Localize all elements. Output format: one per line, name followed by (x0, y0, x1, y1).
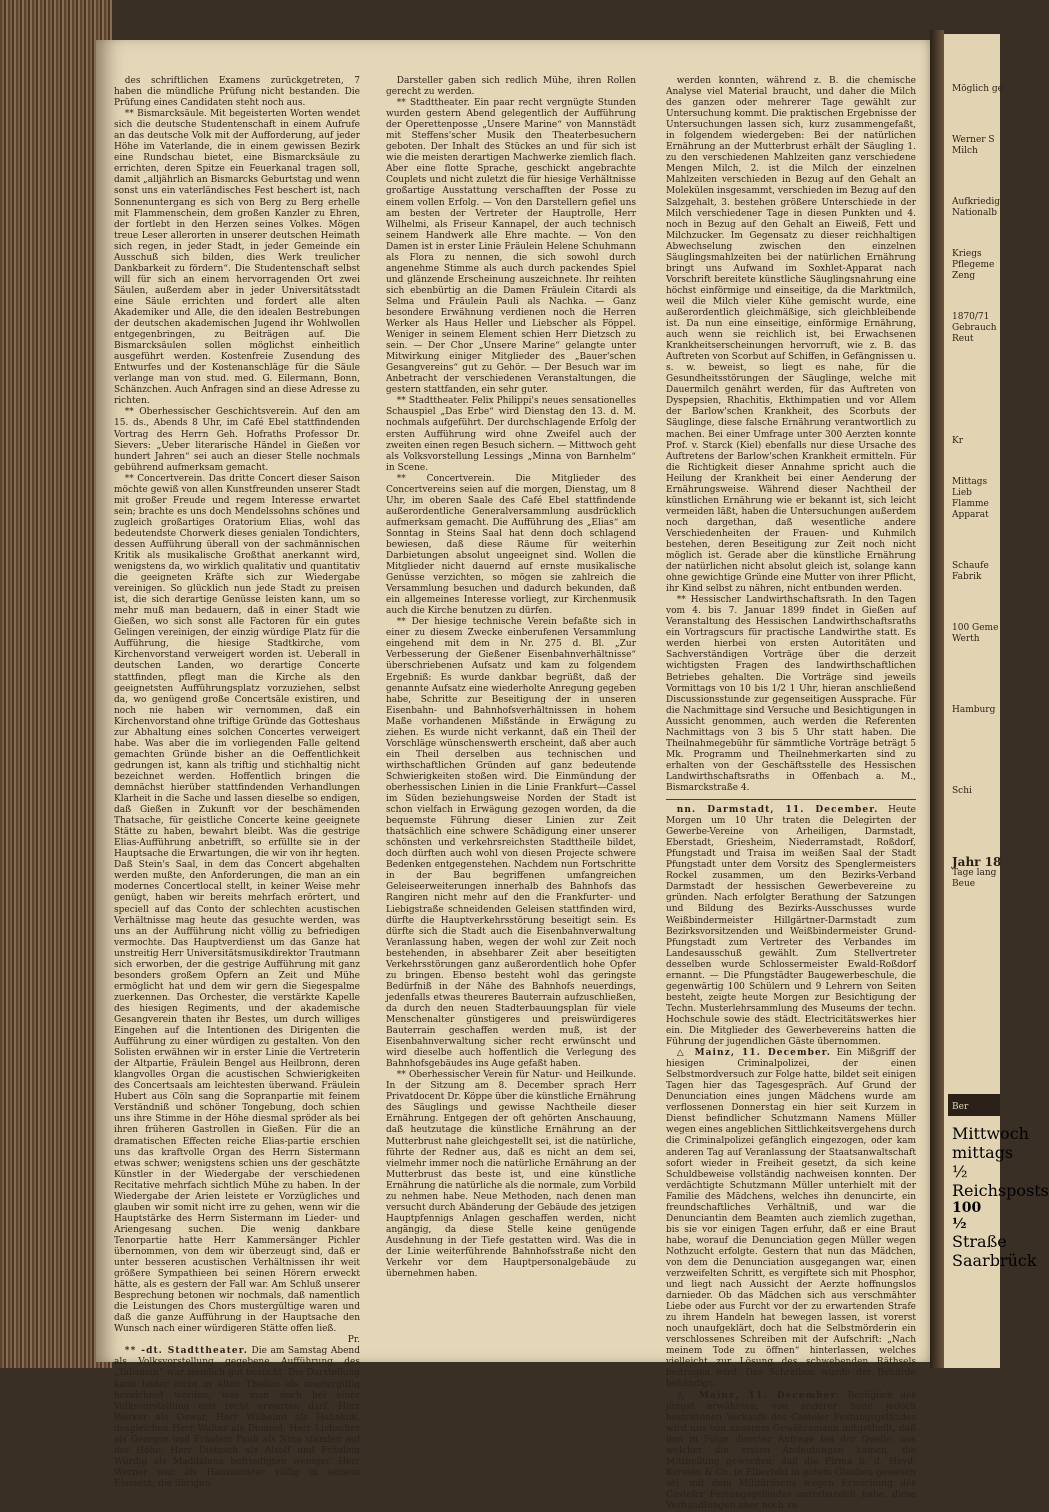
newspaper-page (96, 40, 930, 1511)
fragment-line: Hamburg (952, 704, 996, 715)
article-landwirthschaftsrath: ** Hessischer Landwirthschaftsrath. In den Tagen vom 4. bis 7. Januar 1899 findet in Gießen auf Veranstaltung des Hessischen Landwirthschaftsraths ein Vortragscurs für practische Landwirthe statt. Es werden hierbei von ersten Autoritäten und Sachverständigen Vorträge über die derzeit wichtigsten Fragen des landwirthschaftlichen Betriebes gehalten. Die Vorträge sind jeweils Vormittags von 10 bis 1/2 1 Uhr, hieran anschließend Discussionsstunde zur gegenseitigen Aussprache. Für die Nachmittage sind Versuche und Besichtigungen in Aussicht genommen, auch werden die Referenten Nachmittags von 3 bis 5 Uhr statt haben. Die Theilnahmegebühr für sämmtliche Vorträge beträgt 5 Mk. Programm und Theilnehmerkarten sind zu erhalten von der Geschäftsstelle des Hessischen Landwirthschaftsraths in Offenbach a. M., Bismarckstraße 4. (666, 595, 916, 793)
fragment-line: Straße (952, 1232, 1007, 1251)
facing-page-text (952, 34, 1003, 890)
fragment-line: Tage lang (952, 868, 997, 879)
facing-page-lower-text (952, 1124, 1049, 1270)
fragment-line: Werner S (952, 135, 995, 146)
article-byline: Pr. (347, 1335, 360, 1346)
fragment-line: Kr (952, 435, 964, 446)
article-text: Bezüglich des jüngst erwähnten, von anderer Seite jedoch bestrittenen Verkaufs des Casteler Festungsgeländes wird uns von unserem Gewährsmann mitgetheilt, daß ihm in Folge directer Anfrage bei der Quelle, aus welcher die ersten Andeutungen kamen, die Mittheilung geworden, daß die Firma b. d. Heyd, Kersten & Co. in Elberfeld in gutem Glauben gewesen sei, mit dem Militärfiscus wegen Erwerbung des Casteler Festungsgeländes unterhandelt habe, diese Verhandlungen aber noch zu (666, 1390, 916, 1511)
fragment-line: 100 ½ (952, 1200, 982, 1232)
dateline: △ Mainz, 11. December. (676, 1048, 831, 1059)
fragment-line: Kriegs (952, 249, 982, 260)
dateline: nn. Darmstadt, 11. December. (676, 805, 879, 816)
fragment-line: Gebrauch (952, 323, 997, 334)
column-middle (386, 76, 636, 1338)
fragment-line: Möglich ge (952, 84, 1003, 94)
article-text: Ein Mißgriff der hiesigen Criminalpolizei, der einen Selbstmordversuch zur Folge hatte, bildet seit einigen Tagen hier das Tagesgespräch. Auf Grund der Denunciation eines jungen Mädchens wurde am verflossenen Donnerstag ein hier seit Kurzem in Dienst befindlicher Schutzmann Namens Müller wegen eines angeblichen Sittlichkeitsvergehens durch die Criminalpolizei gefänglich eingezogen, oder kam anderen Tag auf Veranlassung der Staatsanwaltschaft sofort wieder in Freiheit gesetzt, da sich keine Schuldbeweise vollständig nachweisen konnten. Der verdächtigte Schutzmann Müller unterhielt mit der Familie des Mädchens, welches ihn denuncirte, ein freundschaftliches Verhältniß, und war die Denunciantin dem Beamten auch ziemlich zugethan, bis sie vor einigen Tagen erfuhr, daß er eine Braut habe, worauf die Denunciation gegen Müller wegen Nothzucht erfolgte. Gestern that nun das Mädchen, von dem die Denunciation ausgegangen war, einen verzweifelten Schritt, es vergiftete sich mit Phosphor, und liegt nach Aussicht der Aerzte hoffnungslos darnieder. Ob das Mädchen sich aus verschmähter Liebe oder aus Furcht vor der zu erwartenden Strafe zu ihrem Handeln hat bewegen lassen, ist vorerst noch unaufgeklärt, doch hat die Selbstmörderin ein verschlossenes Schreiben mit der Aufschrift: „Nach meinem Tode zu öffnen“ hinterlassen, welches vielleicht zur Lösung des schwebenden Räthsels beitragen wird. Das Schreiben wurde der Behörde behändigt. (666, 1048, 916, 1390)
article-bismarcksaeule: ** Bismarcksäule. Mit begeisterten Worten wendet sich die deutsche Studentenschaft in einem Aufrufe an das deutsche Volk mit der Aufforderung, auf jeder Höhe im Vaterlande, die in einem gewissen Bezirk eine Rundschau bietet, eine Bismarcksäule zu errichten, deren Spitze ein Feuerkanal tragen soll, damit „alljährlich an Bismarcks Geburtstag und wenn sonst uns ein vaterländisches Fest beschert ist, nach Sonnenuntergang es sich von Berg zu Berg erhelle mit Flammenschein, dem großen Kanzler zu Ehren, der fortlebt in den Herzen seines Volkes. Mögen treue Leser allerorten in unserer deutschen Heimath sich regen, in jeder Stadt, in jeder Gemeinde ein Ausschuß sich bilden, dies Werk treulicher Dankbarkeit zu fördern“. Die Studentenschaft selbst will für sich an einem hervorragenden Ort zwei Säulen, außerdem aber in jeder Universitätsstadt eine Säule errichten und fordert alle alten Akademiker und Alle, die den idealen Bestrebungen der deutschen akademischen Jugend ihr Wohlwollen entgegenbringen, zu Beiträgen auf. Die Bismarcksäulen sollen möglichst einheitlich ausgeführt werden. Kostenfreie Zusendung des Entwurfes und der Kostenanschläge für die Säule verlange man von stud. med. G. Eilermann, Bonn, Schänzchen. Auch Anfragen sind an diese Adresse zu richten. (114, 109, 360, 407)
article-stadttheater-erbe: ** Stadttheater. Felix Philippi's neues sensationelles Schauspiel „Das Erbe“ wird Dienstag den 13. d. M. nochmals aufgeführt. Der durchschlagende Erfolg der ersten Aufführung wird ohne Zweifel auch der zweiten einen regen Besuch sichern. — Mittwoch geht als Volksvorstellung Lessings „Minna von Barnhelm“ in Scene. (386, 396, 636, 473)
fragment-line: Beue (952, 879, 976, 890)
article-technischer-verein: ** Der hiesige technische Verein befaßte sich in einer zu diesem Zwecke einberufenen Versammlung eingehend mit dem in Nr. 275 d. Bl. „Zur Verbesserung der Gießener Eisenbahnverhältnisse“ überschriebenen Aufsatz und kam zu folgendem Ergebniß: Es wurde dankbar begrüßt, daß der genannte Aufsatz eine wiederholte Anregung gegeben habe, Schritte zur Beseitigung der in unseren Eisenbahn- und Bahnhofsverhältnissen in hohem Maße vorhandenen Mißstände in Erwägung zu ziehen. Es wurde nicht verkannt, daß ein Theil der Vorschläge wünschenswerth erscheint, daß aber auch ein Theil derselben aus technischen und wirthschaftlichen Gründen auf ganz bedeutende Schwierigkeiten stoßen wird. Die Einmündung der oberhessischen Linien in die Linie Frankfurt—Cassel im Süden beziehungsweise Norden der Stadt ist schon vielfach in Erwägung gezogen worden, da die bequemste Führung dieser Linien zur Zeit thatsächlich eine schwere Schädigung einer unserer schönsten und verkehrsreichsten Stadttheile bildet, doch dürften auch wohl von diesen Projecte schwere Bedenken entgegenstehen. Nachdem nun Fortschritte in der Bau begriffenen umfangreichen Geleiseerweiterungen innerhalb des Bahnhofs das Rangiren nicht mehr auf den die Frankfurter- und Liebigstraße schneidenden Geleisen stattfinden wird, dürfte die Hauptverkehrsstörung beseitigt sein. Es dürfte sich die Stadt auch die Eisenbahnverwaltung Veranlassung haben, wegen der wohl zur Zeit noch bestehenden, in absehbarer Zeit aber beseitigten Verkehrsstörungen ganz außerordentlich hohe Opfer zu bringen. Ebenso besteht wohl das geringste Bedürfniß in der Nähe des Bahnhofs neuerdings, jedenfalls etwas theureres Bauterrain aufzuschließen, da durch den neuen Stadterbauungsplan für viele Menschenalter günstigeres und preiswürdigeres Bauterrain geschaffen werden muß, ist der Eisenbahnverwaltung sicher recht erwünscht und wird dieselbe auch hoffentlich die Verlegung des Bahnhofsgebäudes ins Auge gefaßt haben. (386, 617, 636, 1070)
fragment-line: 1870/71 (952, 312, 990, 323)
fragment-line: Aufkriedig (952, 197, 1000, 208)
fragment-line: Fabrik (952, 571, 982, 582)
fragment-line: Apparat (952, 509, 989, 520)
fragment-line: Jahr 18 (952, 855, 1002, 870)
section-divider (666, 799, 916, 800)
fragment-line: Pflegeme (952, 260, 995, 271)
fragment-line: Flamme (952, 498, 989, 509)
article-darmstadt (666, 805, 916, 1048)
article-heading: ** -dt. Stadttheater. (124, 1346, 248, 1357)
article-mainz-criminalpolizei (666, 1048, 916, 1390)
fragment-line: Schi (952, 785, 972, 796)
article-saeuglingsernaehrung: werden konnten, während z. B. die chemische Analyse viel Material braucht, und daher die Milch des ganzen oder mehrerer Tage gewählt zur Untersuchung kommt. Die praktischen Ergebnisse der Untersuchungen lassen sich, kurz zusammengefaßt, in folgendem wiedergeben: Bei der natürlichen Ernährung an der Mutterbrust erhält der Säugling 1. zu den verschiedenen Mahlzeiten ganz verschiedene Mengen Milch, 2. ist die Milch der einzelnen Mahlzeiten verschieden in Bezug auf den Gehalt an Molekülen insgesammt, verschieden im Bezug auf den Salzgehalt, 3. bestehen größere Unterschiede in der Milch verschiedener Tage in diesen Punkten und 4. noch in Bezug auf den Gehalt an Eiweiß, Fett und Milchzucker. Im Gegensatz zu dieser reichhaltigen Abwechselung zwischen den einzelnen Säuglingsmahlzeiten bei der natürlichen Ernährung bringt uns Aufwand im Soxhlet-Apparat nach Vorschrift bereitete künstliche Säuglingsnahrung eine höchst einförmige und einseitige, da die Marktmilch, weil die Milch vieler Kühe gemischt wurde, eine außerordentlich gleichmäßige, sich gleichbleibende ist. Da nun eine einseitige, einförmige Ernährung, auch wenn sie reichlich ist, bei Erwachsenen Krankheitserscheinungen hervorruft, wie z. B. das Auftreten von Scorbut auf Schiffen, in Gefängnissen u. s. w. beweist, so liegt es nahe, für die Gesundheitsstörungen der Säuglinge, welche mit Dauermilch genährt werden, für das Auftreten von Dyspepsien, Rhachitis, Ekthimpatien und vor Allem der Barlow'schen Krankheit, des Scorbuts der Säuglinge, diese falsche Ernährung verantwortlich zu machen. Bei einer Umfrage unter 300 Aerzten konnte Prof. v. Starck (Kiel) ebenfalls nur diese Ursache des Auftretens der Barlow'schen Krankheit ermitteln. Für die Richtigkeit dieser Annahme spricht auch die Heilung der Krankheit bei einer Aenderung der Ernährungsweise. Während dieser Nachtheil der künstlichen Ernährung wie er bekannt ist, sich leicht vermeiden läßt, haben die Untersuchungen außerdem noch dargethan, daß wesentliche andere Verschiedenheiten der Frauen- und Kuhmilch bestehen, deren Beseitigung zur Zeit noch nicht möglich ist. Gerade aber die künstliche Ernährung der natürlichen nicht absolut gleich ist, solange kann ohne gewichtige Gründe eine Mutter von ihrer Pflicht, ihr Kind selbst zu nähren, nicht entbunden werden. (666, 76, 916, 595)
article-stadttheater-talisman (114, 1346, 360, 1490)
page-gutter (930, 30, 944, 1368)
facing-page-edge (944, 34, 1049, 1368)
fragment-line: Mittags (952, 476, 988, 487)
fragment-line: Schaufe (952, 560, 989, 571)
facing-page-bold-heading (948, 1094, 1000, 1116)
article-paragraph: Darsteller gaben sich redlich Mühe, ihren Rollen gerecht zu werden. (386, 76, 636, 98)
fragment-line: Reut (952, 334, 974, 345)
article-text: Die am Samstag Abend als Volksvorstellung gegebene Aufführung des „Talisman“ war ziemlich gut besucht. Die Darstellung kann leider nicht in allen Theilen als mustergiltig bezeichnet werden, was man doch bei einer Volksvorstellung erst recht erwarten darf. Herr Werker als Oswar, Herr Wilhelmi als Habakuk, desgleichen Herr Walter als Diomed, Herr Liebscher als Georgos und Fräulein Pauli als Nina standen auf der Höhe, Herr Dietzsch als Alsolf und Fräulein Würdig als Maddalena befriedigten weniger. Herr Werner war als Hausmeister völlig in seinem Element; die übrigen (114, 1346, 360, 1489)
dateline: △ Mainz, 11. December. (676, 1390, 840, 1401)
fragment-line: Zeng (952, 271, 976, 282)
fragment-line: Saarbrück (952, 1251, 1037, 1270)
article-paragraph: des schriftlichen Examens zurückgetreten, 7 haben die mündliche Prüfung nicht bestanden. Die Prüfung eines Candidaten steht noch aus. (114, 76, 360, 109)
fragment-line: Nationalb (952, 208, 997, 219)
fragment-line: Reichsposts (952, 1181, 1049, 1200)
fragment-line: 100 Geme (952, 622, 999, 633)
fragment-heading: Ber (952, 1102, 969, 1112)
article-naturverein: ** Oberhessischer Verein für Natur- und Heilkunde. In der Sitzung am 8. December sprach Herr Privatdocent Dr. Köppe über die künstliche Ernährung des Säuglings und gewisse Nachtheile dieser Ernährung. Entgegen der oft gehörten Anschauung, daß heutzutage die künstliche Ernährung an der Mutterbrust nahe gleichgestellt sei, ist die natürliche, führte der Redner aus, daß es nicht an dem sei, vielmehr immer noch die natürliche Ernährung an der Mutterbrust das beste ist, und eine künstliche Ernährung die natürliche als die normale, zum Vorbild zu nehmen habe. Neue Methoden, nach denen man versucht durch Abänderung der Gebäude des jetzigen Hauptpfennigs Anlagen geschaffen werden, nicht angängig, da diese Stelle keine genügende Ausdehnung in der Tiefe gestatten wird. Was die in der Linie weiterführende Bahnhofsstraße nicht den Verkehr vor dem Hauptpersonalgebäude zu übernehmen haben. (386, 1070, 636, 1280)
fragment-line: mittags ½ (952, 1143, 1014, 1181)
fragment-line: Milch (952, 146, 978, 157)
article-mainz-festungsgelaende (666, 1391, 916, 1512)
column-right (666, 76, 916, 1511)
fragment-line: Werth (952, 633, 980, 644)
article-concertverein-generalversammlung: ** Concertverein. Die Mitglieder des Concertvereins seien auf die morgen, Dienstag, um 8 Uhr, im oberen Saale des Café Ebel stattfindende außerordentliche Generalversammlung ausdrücklich aufmerksam gemacht. Die Aufführung des „Elias“ am Sonntag in Steins Saal hat denn doch schlagend bewiesen, daß diese Räume für weiterhin Darbietungen absolut ungeeignet sind. Wollen die Mitglieder nicht dauernd auf ernste musikalische Genüsse verzichten, so mögen sie zahlreich die Versammlung besuchen und dadurch bekunden, daß ein allgemeines Interesse vorliegt, zur Kirchenmusik auch die Kirche benutzen zu dürfen. (386, 473, 636, 617)
article-concertverein: ** Concertverein. Das dritte Concert dieser Saison möchte gewiß von allen Kunstfreunden unserer Stadt mit großer Freude und regem Interesse erwartet sein; brachte es uns doch Mendelssohns schönes und zugleich großartiges Oratorium Elias, wohl das bedeutendste Chorwerk dieses genialen Tondichters, dessen Aufführung überall von der sachmännischen Kritik als musikalische Großthat anerkannt wird, wenigstens da, wo wirklich qualitativ und quantitativ die geeigneten Kräfte sich zur Wiedergabe vereinigen. So glücklich nun jede Stadt zu preisen ist, die sich derartige Genüsse leisten kann, um so mehr muß man bedauern, daß in einer Stadt wie Gießen, wo sich sonst alle Factoren für ein gutes Gelingen vereinigen, der einzig würdige Platz für die Aufführung, die hiesige Stadtkirche, vom Kirchenvorstand verweigert worden ist. Ueberall in deutschen Landen, wo derartige Concerte stattfinden, pflegt man die Kirche als den geeignetsten Aufführungsplatz vorzuziehen, selbst da, wo genügend große Concertsäle existiren, und noch nie haben wir vernommen, daß ein Kirchenvorstand ohne triftige Gründe das Gotteshaus zur Abhaltung eines solchen Concertes verweigert habe. Was aber die im vorliegenden Falle geltend gemachten Gründe bisher an die Oeffentlichkeit gedrungen ist, kann als triftig und stichhaltig nicht bezeichnet werden. Hoffentlich bringen die demnächst hierüber stattfindenden Verhandlungen Klarheit in die Sache und lassen dieselbe so endigen, daß Gießen in Zukunft vor der beschämenden Thatsache, für geistliche Concerte keine geeignete Stätte zu haben, bewahrt bleibt. Was die gestrige Elias-Aufführung anbetrifft, so erfüllte sie in der Hauptsache die Erwartungen, die wir von ihr hegten. Daß Stein's Saal, in dem das Concert abgehalten werden mußte, den Anforderungen, die man an ein modernes Concertlocal stellt, in keiner Weise mehr genügt, haben wir bereits mehrfach erörtert, und speciell auf das Conto der schlechten acustischen Verhältnisse mag heute das gesuchte werden, was uns an der Aufführung nicht völlig zu befriedigen vermochte. Das Hauptverdienst um das Ganze hat unstreitig Herr Universitätsmusikdirektor Trautmann sich erworben, der die gestrige Aufführung mit ganz besonders großem Opfern an Zeit und Mühe ermöglicht hat und dem wir gern die Siegespalme zuerkennen. Das Orchester, die verstärkte Kapelle des hiesigen Regiments, und der akademische Gesangverein thaten ihr Bestes, um durch williges Eingehen auf die Intentionen des Dirigenten die Aufführung zu einer würdigen zu gestalten. Von den Solisten erwähnen wir in erster Linie die Vertreterin der Altpartie, Fräulein Bengel aus Heilbronn, deren klangvolles Organ die acustischen Schwierigkeiten des Concertsaals am leichtesten überwand. Fräulein Hubert aus Cöln sang die Sopranpartie mit feinem Verständniß und schöner Tongebung, doch schien uns ihre Stimme in der Höhe diesmal spröder als bei ihren früheren Gastrollen in Gießen. Für die an dramatischen Effecten reiche Elias-partie erschien uns das kraftvolle Organ des Herrn Sistermann etwas schwer; wenigstens schien uns der geschätzte Künstler in der Wiedergabe der verschiedenen Recitative mehrfach sichtlich Mühe zu haben. In der Wiedergabe der Arien leistete er Vorzügliches und glauben wir somit nicht irre zu gehen, wenn wir die Hauptstärke des Herrn Sistermann im Lieder- und Ariengesang suchen. Die wenig dankbare Tenorpartie hatte Herr Kammersänger Pichler übernommen, von dem wir überzeugt sind, daß er unter besseren acustischen Verhältnissen ihr weit größere Sympathieen bei seinen Hörern erweckt hätte, als es gestern der Fall war. Am Schluß unserer Besprechung betonen wir nochmals, daß namentlich die Leistungen des Chors mustergültige waren und daß die ganze Aufführung in der Hauptsache den Wunsch nach einer würdigeren Stätte offen ließ. (114, 473, 360, 1335)
fragment-line: Lieb (952, 487, 972, 498)
column-left (114, 76, 360, 1489)
article-stadttheater-marine: ** Stadttheater. Ein paar recht vergnügte Stunden wurden gestern Abend gelegentlich der Aufführung der Operettenposse „Unsere Marine“ von Mannstädt mit Steffens'scher Musik den Theaterbesuchern geboten. Der Inhalt des Stückes an und für sich ist wie die meisten derartigen Machwerke ziemlich flach. Aber eine flotte Sprache, geschickt angebrachte Couplets und nicht zuletzt die für hiesige Verhältnisse großartige Ausstattung verschafften der Posse zu einem vollen Erfolg. — Von den Darstellern gefiel uns am besten der Vertreter der Hauptrolle, Herr Wilhelmi, als Friseur Kannapel, der auch technisch seinem Handwerk alle Ehre machte. — Von den Damen ist in erster Linie Fräulein Helene Schuhmann als Flora zu nennen, die sich sowohl durch angenehme Stimme als auch durch packendes Spiel und glänzende Erscheinung auszeichnete. Ihr reihten sich ebenbürtig an die Damen Fräulein Citardi als Selma und Fräulein Pauli als Nachka. — Ganz besondere Erwähnung verdienen noch die Herren Werker als Haus Heller und Liebscher als Föppel. Weniger in seinem Element schien Herr Dietzsch zu sein. — Der Chor „Unsere Marine“ gelangte unter Mitwirkung einiger Mitglieder des „Bauer'schen Gesangvereins“ gut zu Gehör. — Der Besuch war im Anbetracht der verschiedenen Veranstaltungen, die gestern stattfanden, ein sehr guter. (386, 98, 636, 396)
article-geschichtsverein: ** Oberhessischer Geschichtsverein. Auf den am 15. ds., Abends 8 Uhr, im Café Ebel stattfindenden Vortrag des Herrn Geh. Hofraths Professor Dr. Sievers: „Ueber literarische Händel in Gießen vor hundert Jahren“ sei auch an dieser Stelle nochmals gebührend aufmerksam gemacht. (114, 407, 360, 473)
article-text: Heute Morgen um 10 Uhr traten die Delegirten der Gewerbe-Vereine von Arheiligen, Darmstadt, Eberstadt, Griesheim, Niederramstadt, Roßdorf, Pfungstadt und Traisa im weißen Saal der Stadt Pfungstadt unter dem Vorsitz des Spenglermeisters Rockel zusammen, um den Bezirks-Verband Darmstadt der hessischen Gewerbevereine zu gründen. Nach erfolgter Berathung der Satzungen und Bildung des Bezirks-Ausschusses wurde Weißbindermeister Hillgärtner-Darmstadt zum Bezirksvorsitzenden und Weißbindermeister Grund-Pfungstadt zum Vertreter des Verbandes im Landesausschuß gewählt. Zum Stellvertreter desselben wurde Schlossermeister Ewald-Roßdorf ernannt. — Die Pfungstädter Baugewerbeschule, die gegenwärtig 100 Schülern und 9 Lehrern von Seiten besteht, zeigte heute Morgen zur Besichtigung der Techn. Musterlehrsammlung des Museums der techn. Hochschule sowie des städt. Electricitätswerkes hier ein. Die Mitglieder des Gewerbevereins hatten die Führung der jugendlichen Gäste übernommen. (666, 805, 916, 1048)
fragment-line: Mittwoch (952, 1124, 1029, 1143)
